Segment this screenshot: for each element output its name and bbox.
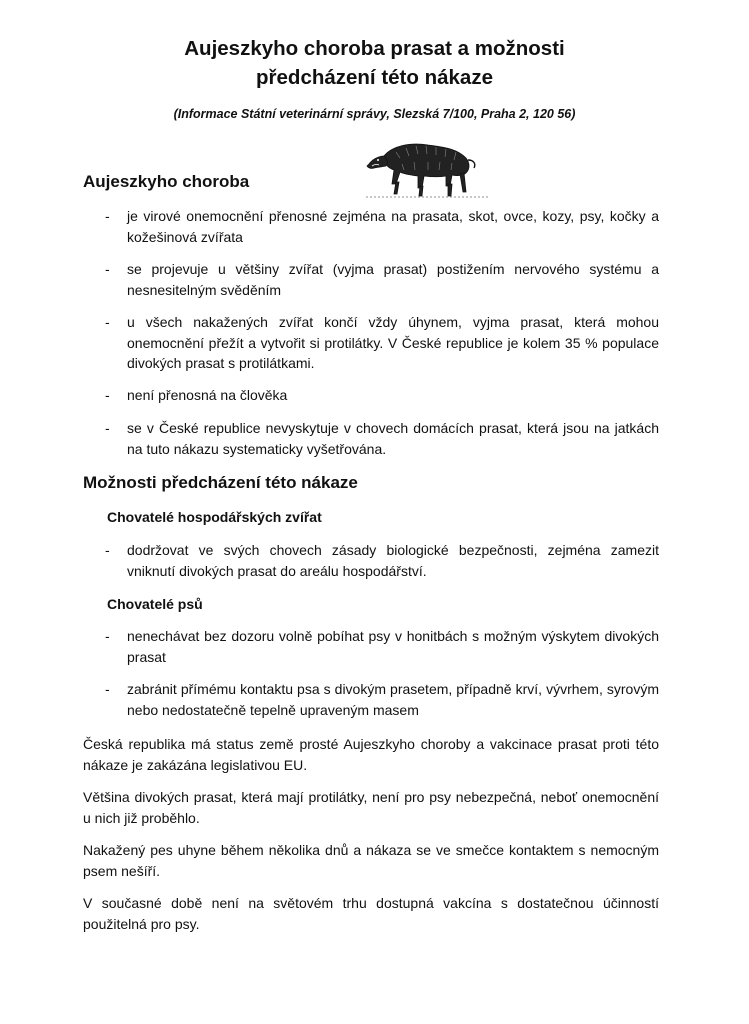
paragraph-status: Česká republika má status země prosté Aujeszkyho choroby a vakcinace prasat proti této nákaze je zakázána legislativou EU. (83, 736, 659, 773)
list-item-text: u všech nakažených zvířat končí vždy úhynem, vyjma prasat, která mohou onemocnění přežít a vytvořit si protilátky. V České republice je kolem 35 % populace divokých prasat s protilátkami. (127, 314, 659, 371)
title-line-1: Aujeszkyho choroba prasat a možnosti (184, 37, 565, 60)
bullet-dash: - (105, 681, 110, 697)
list-item-text: zabránit přímému kontaktu psa s divokým prasetem, případně krví, vývrhem, syrovým nebo nedostatečně tepelně upraveným masem (127, 681, 659, 718)
bullet-dash: - (105, 542, 110, 558)
list-item-text: se v České republice nevyskytuje v chovech domácích prasat, která jsou na jatkách na tuto nákazu systematicky vyšetřována. (127, 420, 659, 457)
title-line-2: předcházení této nákaze (256, 66, 493, 89)
wild-boar-icon (366, 136, 488, 200)
paragraph-antibodies: Většina divokých prasat, která mají protilátky, není pro psy nebezpečná, neboť onemocnění u nich již proběhlo. (83, 789, 659, 826)
paragraph-infected-dog: Nakažený pes uhyne během několika dnů a nákaza se ve smečce kontaktem s nemocným psem nešíří. (83, 842, 659, 879)
list-item (105, 259, 659, 300)
section-heading-prevention: Možnosti předcházení této nákaze (83, 473, 358, 492)
list-item (105, 679, 659, 720)
list-item (105, 206, 659, 247)
list-item (105, 418, 659, 459)
document-title (0, 34, 749, 92)
list-item (105, 540, 659, 581)
subheading-dog-owners: Chovatelé psů (107, 596, 203, 612)
bullet-dash: - (105, 208, 110, 224)
list-item-text: není přenosná na člověka (127, 387, 288, 403)
list-item-text: nenechávat bez dozoru volně pobíhat psy v honitbách s možným výskytem divokých prasat (127, 628, 659, 665)
subheading-livestock-breeders: Chovatelé hospodářských zvířat (107, 509, 322, 525)
paragraph-vaccine: V současné době není na světovém trhu dostupná vakcína s dostatečnou účinností použitelná pro psy. (83, 895, 659, 932)
bullet-dash: - (105, 261, 110, 277)
document-subtitle: (Informace Státní veterinární správy, Slezská 7/100, Praha 2, 120 56) (173, 107, 576, 121)
bullet-dash: - (105, 420, 110, 436)
bullet-dash: - (105, 314, 110, 330)
list-item (105, 626, 659, 667)
list-item-text: se projevuje u většiny zvířat (vyjma prasat) postižením nervového systému a nesnesitelným svěděním (127, 261, 659, 298)
bullet-dash: - (105, 387, 110, 403)
section-heading-disease: Aujeszkyho choroba (83, 172, 250, 191)
list-item (105, 312, 659, 374)
bullet-dash: - (105, 628, 110, 644)
list-item (105, 385, 659, 406)
list-item-text: dodržovat ve svých chovech zásady biologické bezpečnosti, zejména zamezit vniknutí divokých prasat do areálu hospodářství. (127, 542, 659, 579)
list-item-text: je virové onemocnění přenosné zejména na prasata, skot, ovce, kozy, psy, kočky a kožešinová zvířata (127, 208, 659, 245)
